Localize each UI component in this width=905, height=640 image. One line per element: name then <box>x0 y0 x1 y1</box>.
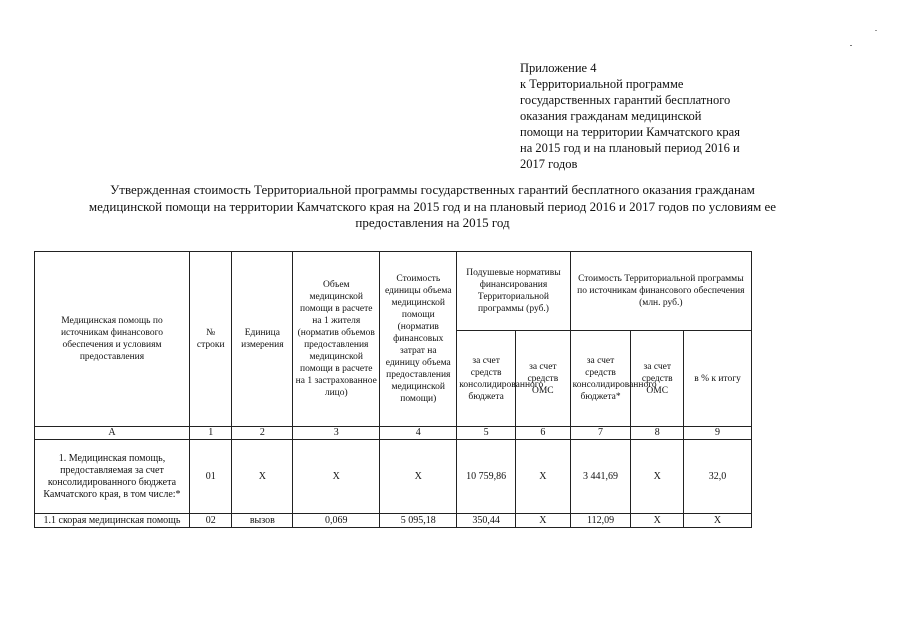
header-budget-cost: за счет средств консолидированного бюджета* <box>570 331 631 427</box>
table-cell: Х <box>293 440 380 514</box>
table-cell: 02 <box>189 514 232 528</box>
appendix-line: Приложение 4 <box>520 61 597 75</box>
table-cell: 1.1 скорая медицинская помощь <box>35 514 190 528</box>
table-cell: 3 441,69 <box>570 440 631 514</box>
table-cell: 32,0 <box>684 440 752 514</box>
table-cell: Х <box>515 440 570 514</box>
table-cell: 0,069 <box>293 514 380 528</box>
column-index: 4 <box>380 427 457 440</box>
table-cell: 350,44 <box>457 514 516 528</box>
appendix-header <box>520 60 780 172</box>
header-volume-per-resident: Объем медицинской помощи в расчете на 1 жителя (норматив объемов предоставления медицинской помощи в расчете на 1 застрахованное лицо) <box>293 252 380 427</box>
header-row-number: № строки <box>189 252 232 427</box>
table-cell: 112,09 <box>570 514 631 528</box>
column-index: 3 <box>293 427 380 440</box>
table-cell: Х <box>631 514 684 528</box>
appendix-line: 2017 годов <box>520 157 578 171</box>
header-unit: Единица измерения <box>232 252 293 427</box>
column-index: 9 <box>684 427 752 440</box>
table-cell: Х <box>380 440 457 514</box>
title-line: Утвержденная стоимость Территориальной программы государственных гарантий бесплатного оказания гражданам <box>110 182 755 197</box>
header-percent-total: в % к итогу <box>684 331 752 427</box>
column-index: 6 <box>515 427 570 440</box>
header-oms-cost: за счет средств ОМС <box>631 331 684 427</box>
table-cell: 01 <box>189 440 232 514</box>
header-per-capita-group: Подушевые нормативы финансирования Территориальной программы (руб.) <box>457 252 570 331</box>
appendix-line: к Территориальной программе <box>520 77 684 91</box>
appendix-line: помощи на территории Камчатского края <box>520 125 740 139</box>
column-index: 8 <box>631 427 684 440</box>
table-cell: 5 095,18 <box>380 514 457 528</box>
header-program-cost-group: Стоимость Территориальной программы по источникам финансового обеспечения (млн. руб.) <box>570 252 751 331</box>
scan-speck <box>875 30 877 31</box>
title-line: медицинской помощи на территории Камчатского края на 2015 год и на плановый период 2016 и 2017 годов по условиям ее <box>88 198 777 214</box>
cost-table <box>34 251 752 528</box>
column-index-row <box>35 427 752 440</box>
column-index: 1 <box>189 427 232 440</box>
appendix-line: оказания гражданам медицинской <box>520 109 702 123</box>
table-cell: Х <box>631 440 684 514</box>
header-unit-cost: Стоимость единицы объема медицинской помощи (норматив финансовых затрат на единицу объема предоставления медицинской помощи) <box>380 252 457 427</box>
table-row <box>35 514 752 528</box>
table-cell: Х <box>515 514 570 528</box>
table-cell: Х <box>684 514 752 528</box>
scan-speck <box>850 45 852 46</box>
header-row <box>35 252 752 331</box>
appendix-line: на 2015 год и на плановый период 2016 и <box>520 141 740 155</box>
column-index: 2 <box>232 427 293 440</box>
header-budget-per-capita: за счет средств консолидированного бюджета <box>457 331 516 427</box>
document-title <box>40 182 825 232</box>
column-index: 5 <box>457 427 516 440</box>
header-oms-per-capita: за счет средств ОМС <box>515 331 570 427</box>
table-cell: Х <box>232 440 293 514</box>
table-cell: 1. Медицинская помощь, предоставляемая за счет консолидированного бюджета Камчатского края, в том числе:* <box>35 440 190 514</box>
column-index: А <box>35 427 190 440</box>
header-care-type: Медицинская помощь по источникам финансового обеспечения и условиям предоставления <box>35 252 190 427</box>
appendix-line: государственных гарантий бесплатного <box>520 93 731 107</box>
title-line: предоставления на 2015 год <box>355 215 510 230</box>
table-cell: 10 759,86 <box>457 440 516 514</box>
column-index: 7 <box>570 427 631 440</box>
table-cell: вызов <box>232 514 293 528</box>
table-row <box>35 440 752 514</box>
